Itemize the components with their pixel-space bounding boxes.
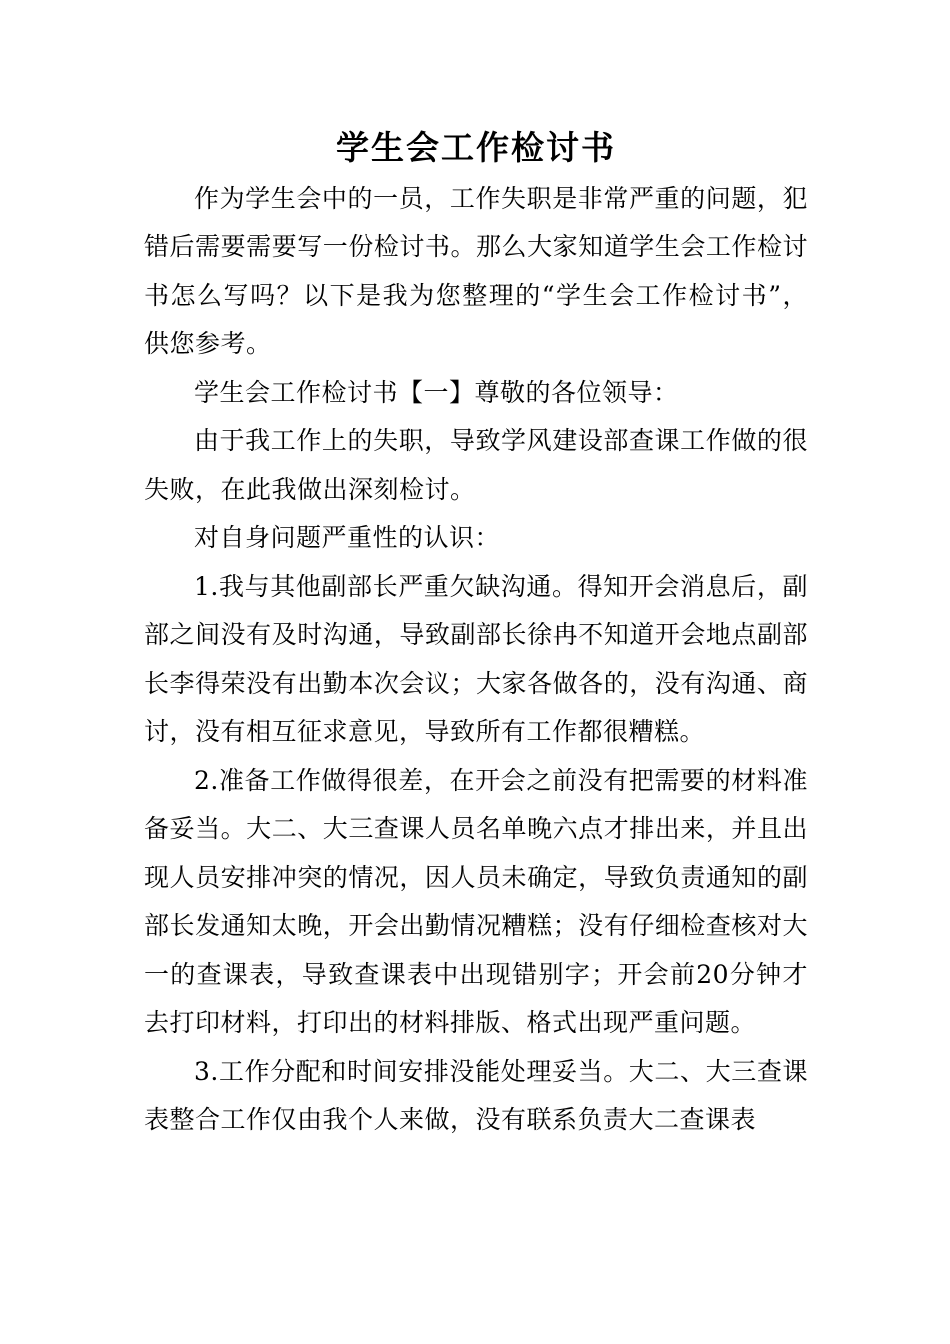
paragraph-point-3: 3.工作分配和时间安排没能处理妥当。大二、大三查课表整合工作仅由我个人来做，没有联系负责大二查课表 xyxy=(144,1056,808,1135)
paragraph-apology: 由于我工作上的失职，导致学风建设部查课工作做的很失败，在此我做出深刻检讨。 xyxy=(144,426,808,504)
paragraph-point-2: 2.准备工作做得很差，在开会之前没有把需要的材料准备妥当。大二、大三查课人员名单晚六点才排出来，并且出现人员安排冲突的情况，因人员未确定，导致负责通知的副部长发通知太晚，开会出勤情况糟糕；没有仔细检查核对大一的查课表，导致查课表中出现错别字；开会前20分钟才去打印材料，打印出的材料排版、格式出现严重问题。 xyxy=(144,765,808,1038)
paragraph-point-1: 1.我与其他副部长严重欠缺沟通。得知开会消息后，副部之间没有及时沟通，导致副部长徐冉不知道开会地点副部长李得荣没有出勤本次会议；大家各做各的，没有沟通、商讨，没有相互征求意见，导致所有工作都很糟糕。 xyxy=(144,571,808,747)
paragraph-letter-heading: 学生会工作检讨书【一】尊敬的各位领导： xyxy=(194,377,679,407)
paragraph-intro: 作为学生会中的一员，工作失职是非常严重的问题，犯错后需要需要写一份检讨书。那么大家知道学生会工作检讨书怎么写吗？以下是我为您整理的“学生会工作检讨书”，供您参考。 xyxy=(144,183,808,359)
document-title: 学生会工作检讨书 xyxy=(336,128,616,167)
paragraph-awareness-heading: 对自身问题严重性的认识： xyxy=(194,523,501,553)
document-page xyxy=(144,122,808,1145)
